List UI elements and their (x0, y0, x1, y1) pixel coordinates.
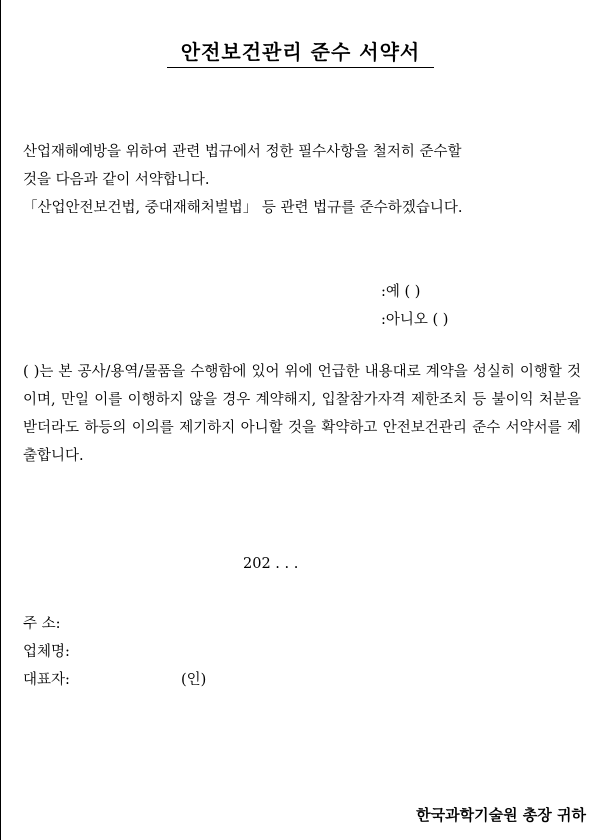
representative-label: 대표자: (23, 672, 70, 688)
intro-line-2: 것을 다음과 같이 서약합니다. (23, 172, 210, 188)
date-line[interactable]: 202 . . . (243, 556, 299, 572)
pledge-paragraph: ( )는 본 공사/용역/물품을 수행함에 있어 위에 언급한 내용대로 계약을 성실히 이행할 것이며, 만일 이를 이행하지 않을 경우 계약해지, 입찰참가자격 제한조치 등 불이익 처분을 받더라도 하등의 이의를 제기하지 아니할 것을 확약하고 안전보건관리 준수 서약서를 제출합니다. (23, 364, 581, 464)
seal-label: (인) (181, 672, 207, 688)
option-yes[interactable]: :예 ( ) (381, 284, 421, 300)
company-label: 업체명: (23, 644, 70, 660)
intro-line-3: 「산업안전보건법, 중대재해처벌법」 등 관련 법규를 준수하겠습니다. (23, 200, 463, 216)
document-title (1, 36, 600, 68)
addressee: 한국과학기술원 총장 귀하 (416, 806, 586, 824)
option-no[interactable]: :아니오 ( ) (381, 312, 449, 328)
document-title-text: 안전보건관리 준수 서약서 (167, 36, 434, 68)
intro-line-1: 산업재해예방을 위하여 관련 법규에서 정한 필수사항을 철저히 준수할 (23, 144, 462, 160)
address-label: 주 소: (23, 616, 61, 632)
